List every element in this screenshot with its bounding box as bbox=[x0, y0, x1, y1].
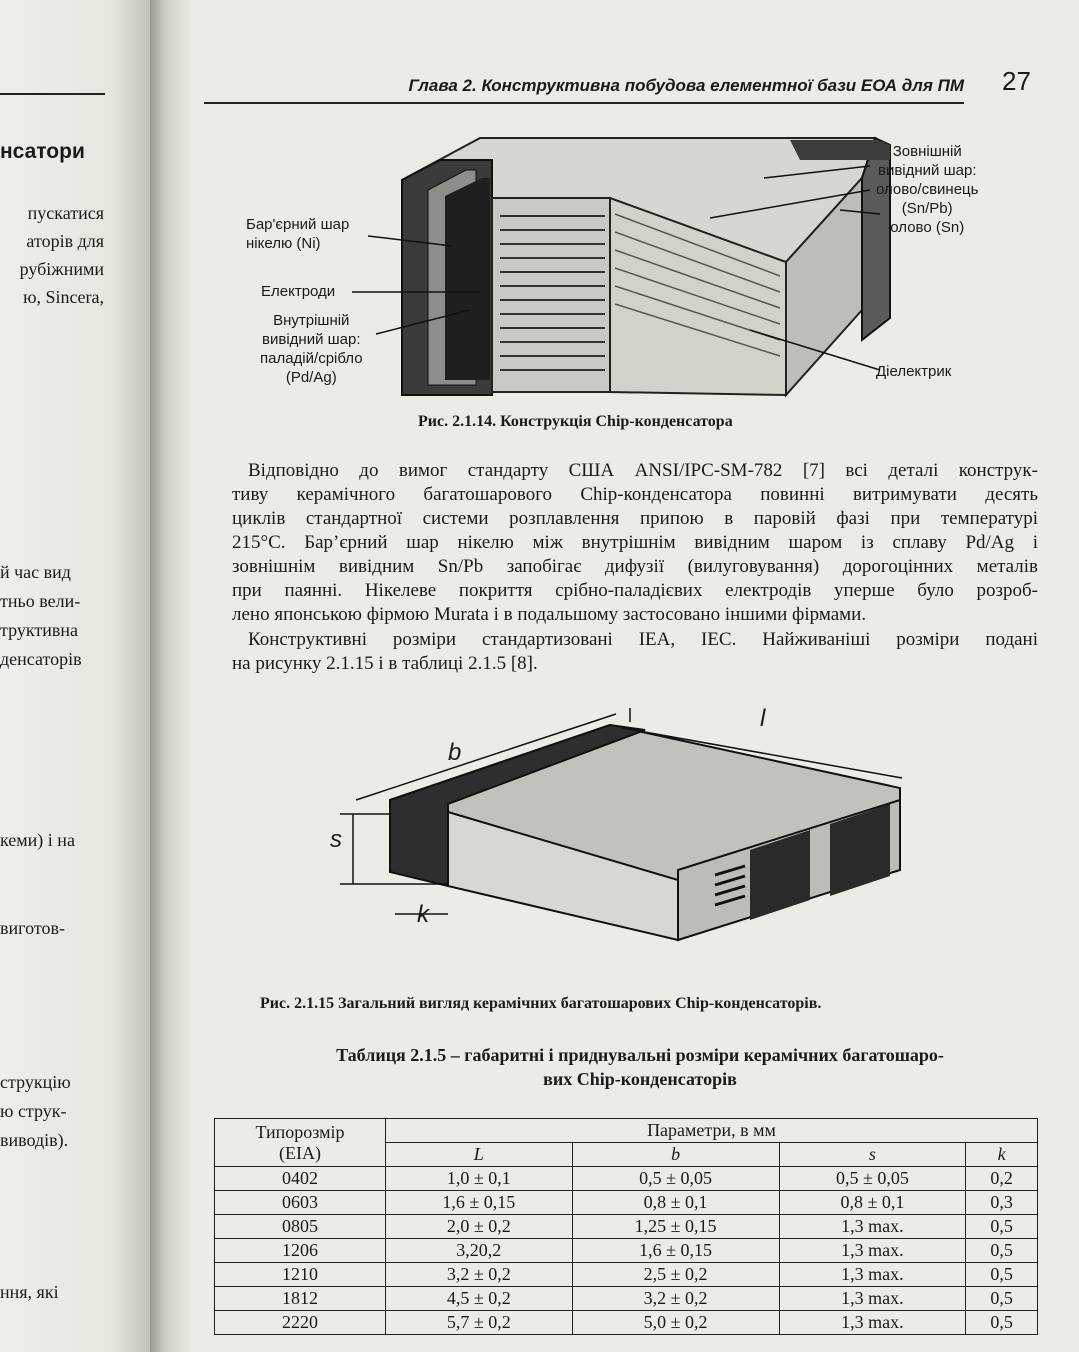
dim-label-s: s bbox=[330, 826, 342, 853]
table-cell: 1,0 ± 0,1 bbox=[386, 1167, 573, 1191]
left-page-line: рубіжними bbox=[19, 259, 104, 279]
table-row bbox=[215, 1287, 1038, 1311]
label-line: Внутрішній bbox=[273, 312, 350, 329]
label-line: вивідний шар: bbox=[877, 162, 977, 179]
table-cell: 0,5 bbox=[966, 1239, 1038, 1263]
book-gutter bbox=[150, 0, 190, 1352]
left-page-line: пускатися bbox=[27, 203, 104, 223]
text-line: на рисунку 2.1.15 і в таблиці 2.1.5 [8]. bbox=[232, 653, 538, 674]
table-cell: 0805 bbox=[215, 1215, 386, 1239]
page-number: 27 bbox=[1002, 66, 1031, 96]
label-barrier-layer bbox=[246, 215, 349, 253]
label-line: Бар'єрний шар bbox=[246, 216, 350, 233]
table-cell: 5,0 ± 0,2 bbox=[572, 1311, 779, 1335]
label-line: вивідний шар: bbox=[262, 331, 361, 348]
inner-layer bbox=[445, 178, 490, 380]
table-title-line: вих Chip-конденсаторів bbox=[543, 1069, 737, 1089]
left-page-line: труктивна bbox=[0, 620, 78, 640]
book-page bbox=[190, 0, 1079, 1352]
label-line: олово (Sn) bbox=[890, 219, 965, 236]
table-title bbox=[250, 1043, 1030, 1091]
table-cell: 1,6 ± 0,15 bbox=[572, 1239, 779, 1263]
label-line: (Sn/Pb) bbox=[901, 200, 953, 217]
text-line: Відповідно до вимог стандарту США ANSI/IPC-SM-782 [7] всі деталі конструк- bbox=[248, 460, 1038, 481]
cutaway-front bbox=[492, 198, 610, 392]
table-cell: 1,25 ± 0,15 bbox=[572, 1215, 779, 1239]
left-page-line: виводів). bbox=[0, 1130, 69, 1150]
table-cell: 1,3 max. bbox=[779, 1263, 966, 1287]
table-cell: 0,3 bbox=[966, 1191, 1038, 1215]
table-cell: 1,3 max. bbox=[779, 1287, 966, 1311]
left-page-line: виготов- bbox=[0, 918, 65, 938]
table-cell: 0,5 bbox=[966, 1287, 1038, 1311]
table-cell: 0,5 bbox=[966, 1215, 1038, 1239]
left-page-line: струкцію bbox=[0, 1072, 71, 1092]
label-line: (Pd/Ag) bbox=[285, 369, 337, 386]
text-line: при паянні. Нікелеве покриття срібно-паладієвих електродів уперше було розроб- bbox=[232, 580, 1038, 601]
table-cell: 1812 bbox=[215, 1287, 386, 1311]
chapter-title: Глава 2. Конструктивна побудова елементної бази ЕОА для ПМ bbox=[408, 76, 964, 95]
table-cell: 0,8 ± 0,1 bbox=[572, 1191, 779, 1215]
table-row bbox=[215, 1239, 1038, 1263]
table-col-l: L bbox=[386, 1143, 573, 1167]
figure-caption-2-1-15: Рис. 2.1.15 Загальний вигляд керамічних багатошарових Chip-конденсаторів. bbox=[260, 995, 822, 1012]
table-cell: 2220 bbox=[215, 1311, 386, 1335]
left-page-rule bbox=[0, 93, 105, 95]
table-cell: 0,2 bbox=[966, 1167, 1038, 1191]
table-col-b: b bbox=[572, 1143, 779, 1167]
table-cell: 2,5 ± 0,2 bbox=[572, 1263, 779, 1287]
figure-caption-2-1-14: Рис. 2.1.14. Конструкція Chip-конденсатора bbox=[418, 413, 733, 430]
text-line: тиву керамічного багатошарового Chip-конденсатора повинні витримувати десять bbox=[232, 484, 1038, 505]
chip-capacitor-dimensions-diagram bbox=[190, 700, 1079, 990]
table-cell: 3,2 ± 0,2 bbox=[572, 1287, 779, 1311]
text-line: 215°С. Бар’єрний шар нікелю між внутрішнім вивідним шаром із сплаву Pd/Ag і bbox=[232, 532, 1038, 553]
text-line: лено японською фірмою Murata і в подальшому застосовано іншими фірмами. bbox=[232, 604, 867, 625]
label-inner-layer bbox=[260, 311, 363, 387]
left-page-line: ю струк- bbox=[0, 1101, 67, 1121]
dim-label-b: b bbox=[448, 739, 462, 766]
paragraph-1 bbox=[232, 459, 1038, 627]
left-page-heading: нсатори bbox=[0, 140, 85, 163]
table-row bbox=[215, 1311, 1038, 1335]
table-cell: 2,0 ± 0,2 bbox=[386, 1215, 573, 1239]
paragraph-2 bbox=[232, 628, 1038, 676]
table-cell: 5,7 ± 0,2 bbox=[386, 1311, 573, 1335]
left-page-line: й час вид bbox=[0, 562, 71, 582]
table-title-line: Таблиця 2.1.5 – габаритні і приднувальні розміри керамічних багатошаро- bbox=[336, 1045, 944, 1065]
table-cell: 0,5 ± 0,05 bbox=[779, 1167, 966, 1191]
table-row bbox=[215, 1215, 1038, 1239]
left-page-line: денсаторів bbox=[0, 649, 82, 669]
table-col-s: s bbox=[779, 1143, 966, 1167]
left-page-line: кеми) і на bbox=[0, 830, 75, 850]
table-cell: 1,3 max. bbox=[779, 1239, 966, 1263]
table-cell: 0,8 ± 0,1 bbox=[779, 1191, 966, 1215]
table-cell: 1210 bbox=[215, 1263, 386, 1287]
label-outer-layer bbox=[876, 142, 978, 237]
text-line: Конструктивні розміри стандартизовані IEA, IEC. Найживаніші розміри подані bbox=[248, 629, 1038, 650]
table-cell: 1,3 max. bbox=[779, 1311, 966, 1335]
label-line: паладій/срібло bbox=[260, 350, 363, 367]
left-page-line: тньо вели- bbox=[0, 591, 81, 611]
left-page bbox=[0, 0, 160, 1352]
header-line: (EIA) bbox=[279, 1142, 321, 1163]
table-cell: 3,2 ± 0,2 bbox=[386, 1263, 573, 1287]
table-cell: 0402 bbox=[215, 1167, 386, 1191]
header-line: Типорозмір bbox=[255, 1121, 345, 1142]
table-cell: 0,5 bbox=[966, 1311, 1038, 1335]
label-line: олово/свинець bbox=[876, 181, 979, 198]
table-cell: 4,5 ± 0,2 bbox=[386, 1287, 573, 1311]
text-line: зовнішнім вивідним Sn/Pb запобігає дифузії (вилуговування) дорогоцінних металів bbox=[232, 556, 1038, 577]
label-electrodes: Електроди bbox=[261, 283, 336, 300]
label-line: Зовнішній bbox=[892, 143, 962, 160]
table-cell: 0603 bbox=[215, 1191, 386, 1215]
table-cell: 1206 bbox=[215, 1239, 386, 1263]
table-cell: 1,6 ± 0,15 bbox=[386, 1191, 573, 1215]
table-col-k: k bbox=[966, 1143, 1038, 1167]
right-cap-top bbox=[790, 140, 890, 160]
table-cell: 1,3 max. bbox=[779, 1215, 966, 1239]
dimensions-table bbox=[214, 1118, 1038, 1335]
left-page-line: ю, Sincera, bbox=[23, 287, 104, 307]
table-header-params: Параметри, в мм bbox=[386, 1119, 1038, 1143]
label-line: нікелю (Ni) bbox=[246, 235, 321, 252]
table-row bbox=[215, 1167, 1038, 1191]
table-header-size bbox=[215, 1119, 386, 1167]
dim-label-l: l bbox=[760, 705, 766, 732]
table-row bbox=[215, 1191, 1038, 1215]
left-page-line: аторів для bbox=[26, 231, 104, 251]
left-page-line: ння, які bbox=[0, 1282, 59, 1302]
table-cell: 3,20,2 bbox=[386, 1239, 573, 1263]
table-row bbox=[215, 1263, 1038, 1287]
text-line: циклів стандартної системи розплавлення припою в паровій фазі при температурі bbox=[232, 508, 1038, 529]
label-dielectric: Діелектрик bbox=[876, 363, 952, 380]
table-cell: 0,5 ± 0,05 bbox=[572, 1167, 779, 1191]
table-cell: 0,5 bbox=[966, 1263, 1038, 1287]
dim-label-k: k bbox=[417, 901, 429, 928]
